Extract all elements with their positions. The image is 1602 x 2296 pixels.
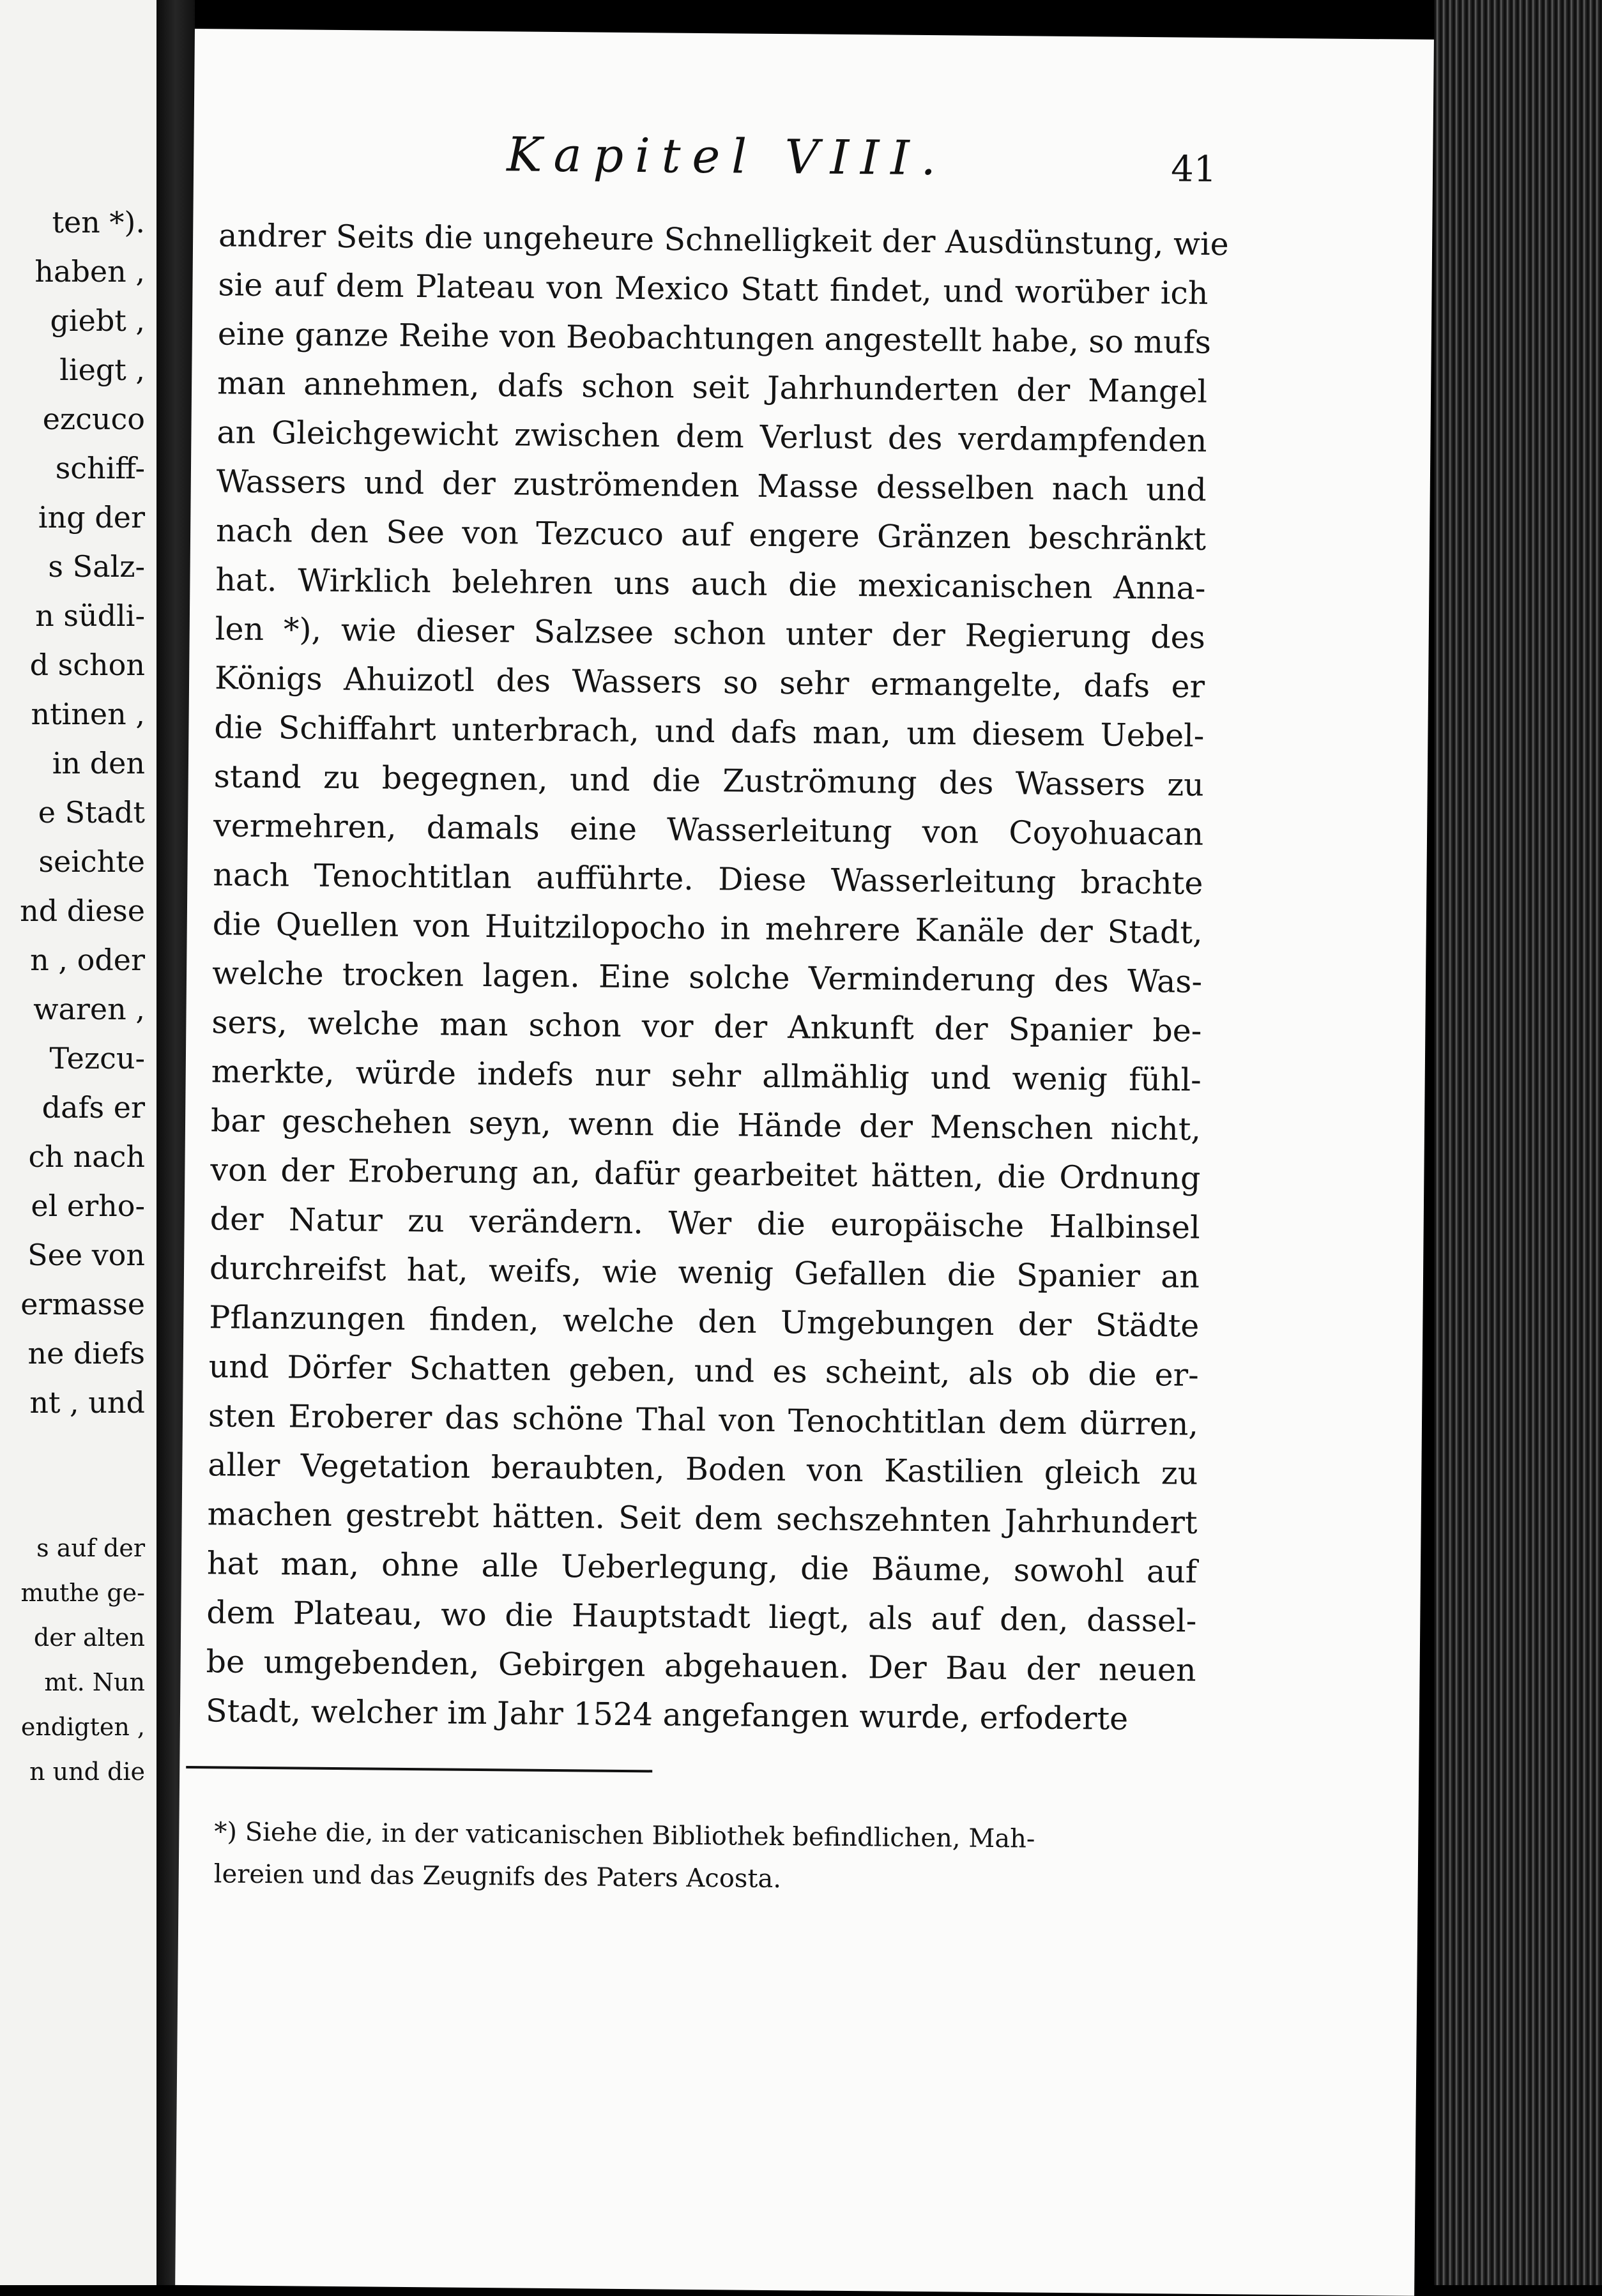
left-page-line: s auf der	[36, 1534, 145, 1562]
text-line: be umgebenden, Gebirgen abgehauen. Der Bau der neuen	[206, 1643, 1196, 1689]
text-line: vermehren, damals eine Wasserleitung von Coyohuacan	[213, 807, 1204, 853]
text-line: Pflanzungen finden, welche den Umgebungen der Städte	[209, 1299, 1200, 1344]
text-line: sten Eroberer das schöne Thal von Tenochtitlan dem dürren,	[208, 1397, 1199, 1443]
left-page-line: ntinen ,	[31, 697, 145, 731]
text-line: merkte, würde indefs nur sehr allmählig und wenig fühl-	[211, 1053, 1202, 1099]
left-page-line: n südli-	[35, 598, 145, 633]
left-page-line: e Stadt	[38, 795, 145, 830]
page-edges	[1434, 0, 1602, 2285]
body-text	[205, 211, 1229, 1744]
left-page-line: giebt ,	[50, 303, 145, 338]
left-page-line: n und die	[29, 1758, 145, 1786]
left-page-line: n , oder	[30, 943, 145, 977]
left-page-line: seichte	[38, 844, 145, 879]
text-line: Wassers und der zuströmenden Masse desselben nach und	[216, 463, 1207, 508]
page-number: 41	[1170, 148, 1217, 190]
text-line: sie auf dem Plateau von Mexico Statt findet, und worüber ich	[218, 266, 1209, 312]
text-line: der Natur zu verändern. Wer die europäische Halbinsel	[210, 1201, 1200, 1246]
text-line: welche trocken lagen. Eine solche Verminderung des Was-	[211, 955, 1203, 1000]
text-line: bar geschehen seyn, wenn die Hände der Menschen nicht,	[210, 1102, 1202, 1148]
page-header	[194, 125, 1433, 199]
footnote-rule	[186, 1766, 652, 1772]
left-page-line: nd diese	[20, 893, 145, 928]
left-page-line: ermasse	[20, 1287, 145, 1321]
left-page-line: See von	[27, 1238, 145, 1272]
text-line: an Gleichgewicht zwischen dem Verlust des verdampfenden	[217, 414, 1207, 459]
left-page-line: nt , und	[29, 1385, 145, 1420]
text-line: hat. Wirklich belehren uns auch die mexicanischen Anna-	[215, 561, 1206, 607]
text-line: die Quellen von Huitzilopocho in mehrere Kanäle der Stadt,	[212, 906, 1203, 951]
text-line: hat man, ohne alle Ueberlegung, die Bäume, sowohl auf	[206, 1545, 1198, 1590]
footnote-line: lereien und das Zeugnifs des Paters Acosta.	[213, 1859, 782, 1894]
text-line: aller Vegetation beraubten, Boden von Kastilien gleich zu	[208, 1447, 1198, 1492]
left-page-line: waren ,	[33, 992, 145, 1026]
left-page-line: schiff-	[55, 451, 145, 485]
text-line: nach den See von Tezcuco auf engere Gränzen beschränkt	[215, 512, 1207, 558]
text-line: machen gestrebt hätten. Seit dem sechszehnten Jahrhundert	[207, 1496, 1198, 1541]
text-line: sers, welche man schon vor der Ankunft der Spanier be-	[211, 1004, 1202, 1049]
left-page-line: Tezcu-	[49, 1041, 145, 1076]
text-line: von der Eroberung an, dafür gearbeitet hätten, die Ordnung	[210, 1152, 1201, 1197]
footnote	[213, 1811, 1185, 1903]
text-line: dem Plateau, wo die Hauptstadt liegt, als auf den, dassel-	[206, 1594, 1197, 1639]
left-page-line: haben ,	[34, 254, 145, 289]
footnote-line: *) Siehe die, in der vaticanischen Bibliothek befindlichen, Mah-	[214, 1817, 1035, 1854]
left-page-line: endigten ,	[20, 1713, 145, 1741]
text-line: durchreifst hat, weifs, wie wenig Gefallen die Spanier an	[209, 1250, 1200, 1295]
left-page-line: dafs er	[42, 1090, 145, 1125]
left-page-line: ezcuco	[42, 402, 145, 436]
text-line: die Schiffahrt unterbrach, und dafs man, um diesem Uebel-	[214, 709, 1205, 754]
running-head: Kapitel VIII.	[506, 127, 948, 186]
text-line: andrer Seits die ungeheure Schnelligkeit der Ausdünstung, wie	[218, 217, 1229, 263]
text-line: stand zu begegnen, und die Zuströmung des Wassers zu	[213, 758, 1204, 803]
text-line: eine ganze Reihe von Beobachtungen angestellt habe, so mufs	[217, 316, 1212, 361]
text-line: man annehmen, dafs schon seit Jahrhunderten der Mangel	[217, 365, 1208, 410]
left-page-line: ing der	[38, 500, 145, 535]
left-page-line: muthe ge-	[20, 1579, 145, 1607]
left-page-line: ten *).	[52, 205, 145, 239]
text-line: und Dörfer Schatten geben, und es scheint, als ob die er-	[208, 1348, 1199, 1394]
left-page-line: s Salz-	[48, 549, 145, 584]
text-line: nach Tenochtitlan aufführte. Diese Wasserleitung brachte	[213, 856, 1203, 902]
left-page-line: ne diefs	[27, 1336, 145, 1371]
left-page-line: in den	[52, 746, 145, 780]
text-line: Königs Ahuizotl des Wassers so sehr ermangelte, dafs er	[214, 660, 1205, 705]
left-page-line: el erho-	[31, 1189, 145, 1223]
text-line: Stadt, welcher im Jahr 1524 angefangen wurde, erfoderte	[205, 1692, 1129, 1737]
left-page-line: ch nach	[28, 1139, 145, 1174]
left-page-line: d schon	[29, 648, 145, 682]
book-page	[175, 29, 1434, 2296]
left-page-fragment	[0, 0, 156, 2285]
text-line: len *), wie dieser Salzsee schon unter der Regierung des	[215, 611, 1205, 656]
left-page-line: mt. Nun	[44, 1668, 145, 1696]
left-page-line: liegt ,	[59, 353, 145, 387]
left-page-line: der alten	[33, 1623, 145, 1652]
